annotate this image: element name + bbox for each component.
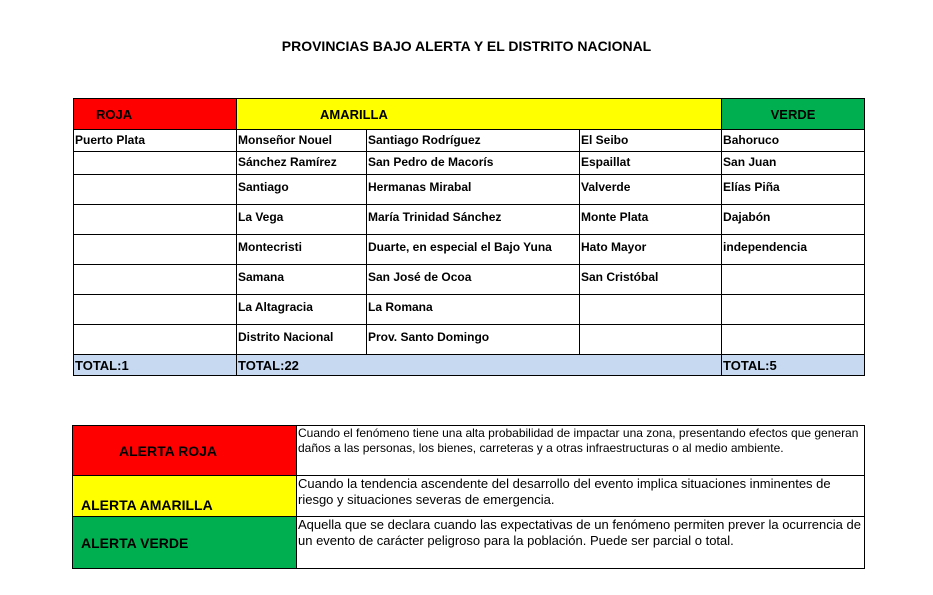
province-row — [74, 205, 865, 235]
province-cell: Duarte, en especial el Bajo Yuna — [367, 235, 580, 265]
province-cell: San Juan — [722, 152, 865, 175]
province-cell — [74, 152, 237, 175]
provinces-alert-table — [73, 98, 865, 376]
province-cell — [580, 295, 722, 325]
page-title: PROVINCIAS BAJO ALERTA Y EL DISTRITO NACIONAL — [281, 38, 652, 54]
alert-legend-table — [72, 425, 865, 569]
province-cell — [74, 235, 237, 265]
province-cell — [722, 325, 865, 355]
province-row — [74, 325, 865, 355]
header-verde: VERDE — [722, 99, 865, 130]
province-cell: La Romana — [367, 295, 580, 325]
province-cell: San Pedro de Macorís — [367, 152, 580, 175]
province-cell: Hato Mayor — [580, 235, 722, 265]
province-cell — [74, 265, 237, 295]
province-cell — [74, 175, 237, 205]
province-cell: Distrito Nacional — [237, 325, 367, 355]
province-cell: Elías Piña — [722, 175, 865, 205]
province-row — [74, 235, 865, 265]
totals-row — [74, 355, 865, 376]
province-row — [74, 295, 865, 325]
province-cell: Sánchez Ramírez — [237, 152, 367, 175]
legend-row-roja — [73, 426, 865, 476]
province-cell: independencia — [722, 235, 865, 265]
legend-row-amarilla — [73, 476, 865, 517]
province-cell: Espaillat — [580, 152, 722, 175]
province-row — [74, 130, 865, 152]
legend-text-amarilla: Cuando la tendencia ascendente del desarrollo del evento implica situaciones inminentes de riesgo y situaciones severas de emergencia. — [297, 476, 865, 517]
province-cell: Samana — [237, 265, 367, 295]
province-cell: Monseñor Nouel — [237, 130, 367, 152]
header-roja: ROJA — [74, 99, 237, 130]
province-cell: Valverde — [580, 175, 722, 205]
legend-row-verde — [73, 517, 865, 569]
province-cell — [74, 205, 237, 235]
legend-label-amarilla: ALERTA AMARILLA — [73, 476, 297, 517]
legend-text-verde: Aquella que se declara cuando las expectativas de un fenómeno permiten prever la ocurrencia de un evento de carácter peligroso para la población. Puede ser parcial o total. — [297, 517, 865, 569]
province-cell: San José de Ocoa — [367, 265, 580, 295]
province-cell: Dajabón — [722, 205, 865, 235]
legend-label-verde: ALERTA VERDE — [73, 517, 297, 569]
header-row — [74, 99, 865, 130]
total-roja: TOTAL:1 — [74, 355, 237, 376]
province-cell — [722, 265, 865, 295]
province-cell: María Trinidad Sánchez — [367, 205, 580, 235]
legend-text-roja: Cuando el fenómeno tiene una alta probabilidad de impactar una zona, presentando efectos que generan daños a las personas, los bienes, carreteras y a otras infraestructuras o al medio ambiente. — [297, 426, 865, 476]
header-amarilla: AMARILLA — [237, 99, 722, 130]
province-cell: Hermanas Mirabal — [367, 175, 580, 205]
province-cell: Puerto Plata — [74, 130, 237, 152]
province-cell: Monte Plata — [580, 205, 722, 235]
province-cell — [74, 295, 237, 325]
province-row — [74, 175, 865, 205]
total-verde: TOTAL:5 — [722, 355, 865, 376]
province-row — [74, 152, 865, 175]
province-cell: Prov. Santo Domingo — [367, 325, 580, 355]
total-amarilla: TOTAL:22 — [237, 355, 722, 376]
province-cell: La Altagracia — [237, 295, 367, 325]
province-cell: La Vega — [237, 205, 367, 235]
province-cell: San Cristóbal — [580, 265, 722, 295]
legend-label-roja: ALERTA ROJA — [73, 426, 297, 476]
province-cell — [722, 295, 865, 325]
province-row — [74, 265, 865, 295]
province-cell: El Seibo — [580, 130, 722, 152]
province-cell: Montecristi — [237, 235, 367, 265]
province-cell: Santiago Rodríguez — [367, 130, 580, 152]
provinces-body — [74, 130, 865, 355]
province-cell: Bahoruco — [722, 130, 865, 152]
province-cell — [74, 325, 237, 355]
province-cell — [580, 325, 722, 355]
province-cell: Santiago — [237, 175, 367, 205]
